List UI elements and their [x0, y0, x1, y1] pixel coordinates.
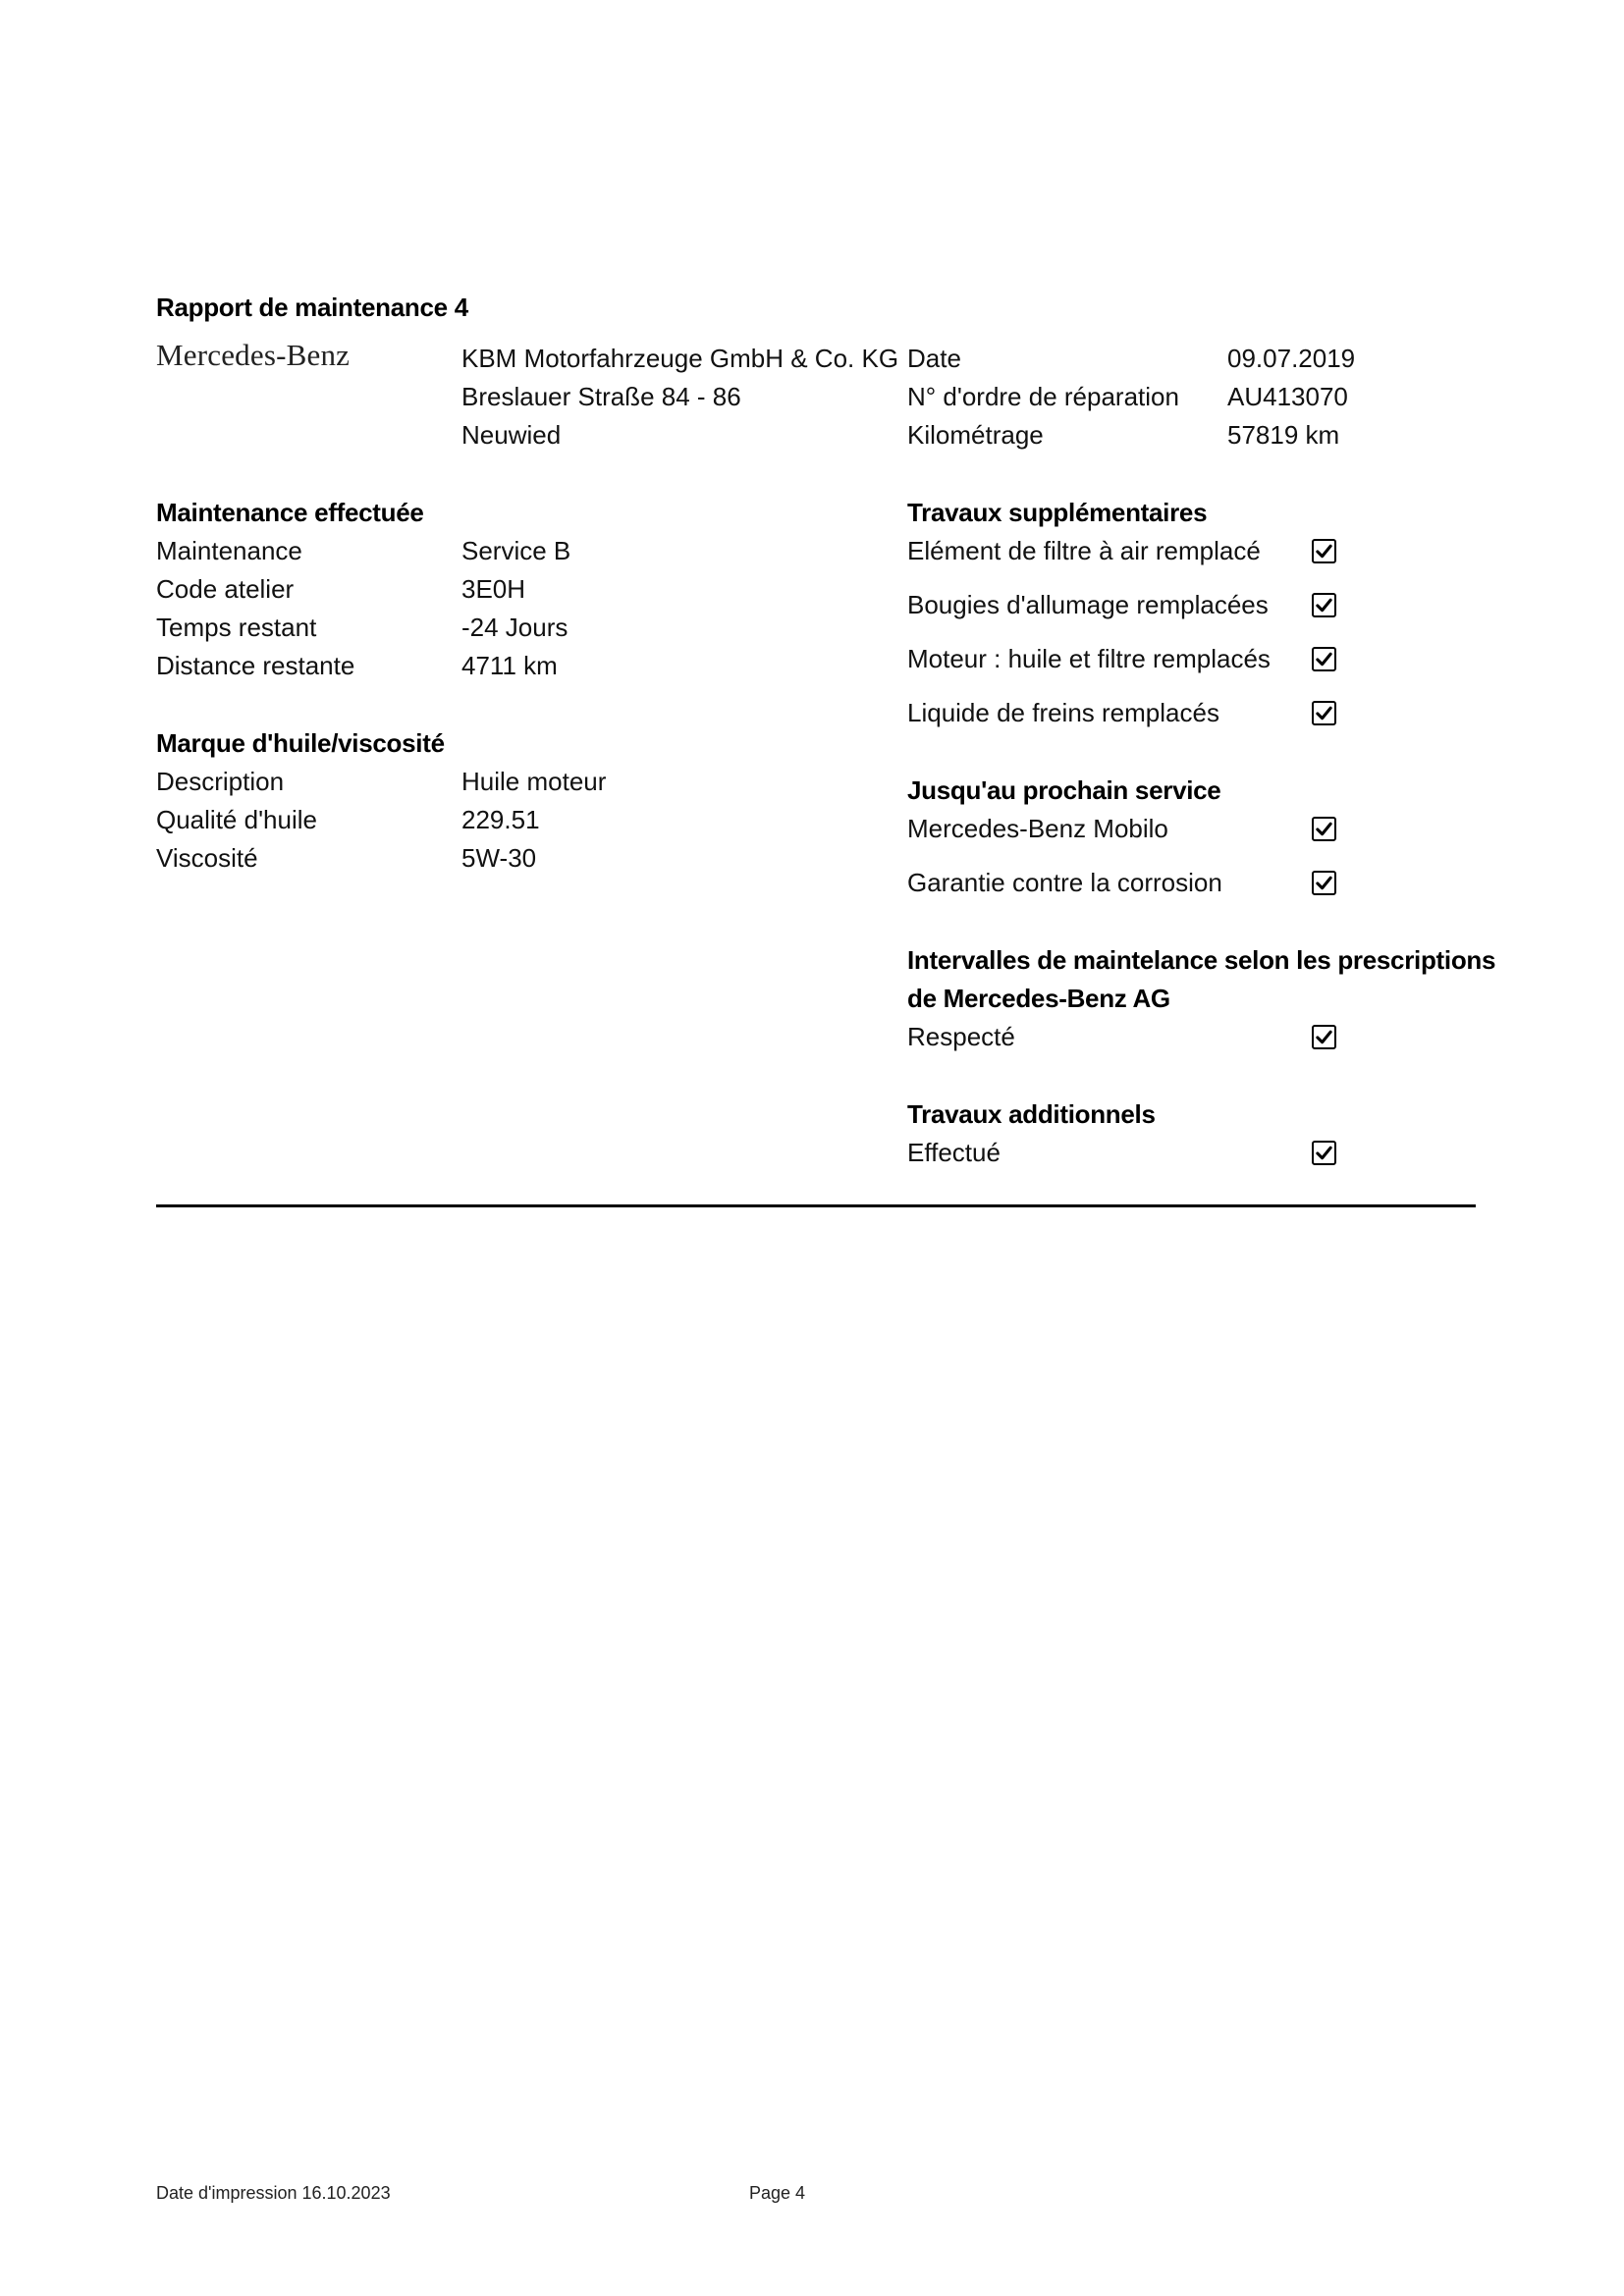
checkbox-checked-icon: [1312, 701, 1336, 725]
checkbox-checked-icon: [1312, 539, 1336, 563]
extra-work-heading: Travaux supplémentaires: [907, 498, 1208, 527]
viscosity-label: Viscosité: [156, 843, 258, 873]
maintenance-heading: Maintenance effectuée: [156, 498, 424, 527]
checkbox-checked-icon: [1312, 1141, 1336, 1165]
page-number: Page 4: [749, 2183, 806, 2203]
oil-quality-value: 229.51: [461, 805, 540, 834]
meta-value-date: 09.07.2019: [1227, 344, 1356, 373]
meta-label-mileage: Kilométrage: [907, 420, 1044, 450]
oil-description-value: Huile moteur: [461, 767, 607, 796]
next-service-item-label: Garantie contre la corrosion: [907, 868, 1222, 897]
section-divider: [156, 1204, 1476, 1207]
extra-work-item-label: Bougies d'allumage remplacées: [907, 590, 1269, 619]
extra-work-item-label: Liquide de freins remplacés: [907, 698, 1219, 727]
meta-label-order: N° d'ordre de réparation: [907, 382, 1179, 411]
checkbox-checked-icon: [1312, 871, 1336, 895]
checkbox-checked-icon: [1312, 1025, 1336, 1049]
next-service-item-label: Mercedes-Benz Mobilo: [907, 814, 1168, 843]
report-title: Rapport de maintenance 4: [156, 293, 468, 322]
viscosity-value: 5W-30: [461, 843, 537, 873]
remaining-time-label: Temps restant: [156, 613, 317, 642]
maintenance-value: Service B: [461, 536, 571, 565]
additional-item-label: Effectué: [907, 1138, 1001, 1167]
checkbox-checked-icon: [1312, 593, 1336, 617]
intervals-heading-line2: de Mercedes-Benz AG: [907, 984, 1170, 1013]
maintenance-label: Maintenance: [156, 536, 302, 565]
remaining-time-value: -24 Jours: [461, 613, 568, 642]
checkbox-checked-icon: [1312, 817, 1336, 841]
intervals-item-label: Respecté: [907, 1022, 1015, 1051]
dealer-city: Neuwied: [461, 420, 562, 450]
workshop-code-label: Code atelier: [156, 574, 295, 604]
brand-logo-text: Mercedes-Benz: [156, 338, 351, 372]
oil-quality-label: Qualité d'huile: [156, 805, 317, 834]
extra-work-item-label: Elément de filtre à air remplacé: [907, 536, 1261, 565]
dealer-name: KBM Motorfahrzeuge GmbH & Co. KG: [461, 344, 899, 373]
remaining-distance-label: Distance restante: [156, 651, 355, 680]
extra-work-item-label: Moteur : huile et filtre remplacés: [907, 644, 1271, 673]
additional-heading: Travaux additionnels: [907, 1099, 1156, 1129]
dealer-street: Breslauer Straße 84 - 86: [461, 382, 741, 411]
intervals-heading-line1: Intervalles de maintelance selon les prescriptions: [907, 945, 1496, 975]
workshop-code-value: 3E0H: [461, 574, 526, 604]
oil-heading: Marque d'huile/viscosité: [156, 728, 445, 758]
meta-label-date: Date: [907, 344, 961, 373]
oil-description-label: Description: [156, 767, 285, 796]
remaining-distance-value: 4711 km: [461, 651, 558, 680]
meta-value-mileage: 57819 km: [1227, 420, 1340, 450]
print-date: Date d'impression 16.10.2023: [156, 2183, 391, 2203]
meta-value-order: AU413070: [1227, 382, 1348, 411]
next-service-heading: Jusqu'au prochain service: [907, 775, 1221, 805]
checkbox-checked-icon: [1312, 647, 1336, 671]
